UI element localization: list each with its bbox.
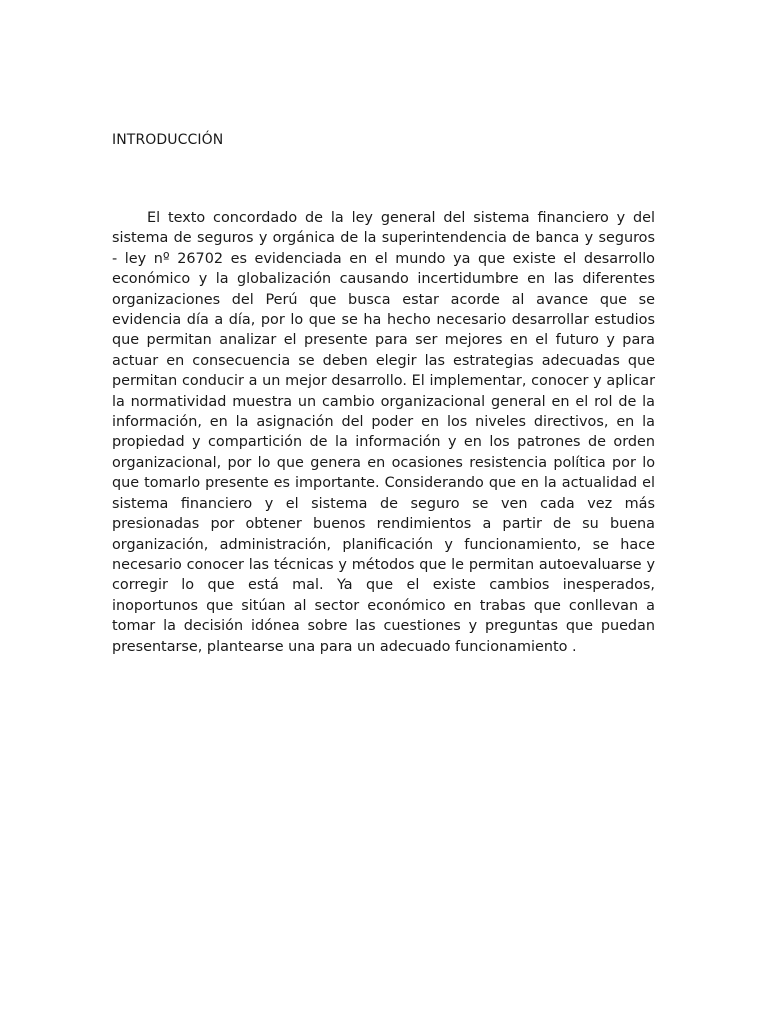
document-body-paragraph: El texto concordado de la ley general del sistema financiero y del sistema de seguros y orgánica de la superintendencia de banca y seguros - ley nº 26702 es evidenciada en el mundo ya que existe el desarrollo económico y la globalización causando incertidumbre en las diferentes organizaciones del Perú que busca estar acorde al avance que se evidencia día a día, por lo que se ha hecho necesario desarrollar estudios que permitan analizar el presente para ser mejores en el futuro y para actuar en consecuencia se deben elegir las estrategias adecuadas que permitan conducir a un mejor desarrollo. El implementar, conocer y aplicar la normatividad muestra un cambio organizacional general en el rol de la información, en la asignación del poder en los niveles directivos, en la propiedad y compartición de la información y en los patrones de orden organizacional, por lo que genera en ocasiones resistencia política por lo que tomarlo presente es importante. Considerando que en la actualidad el sistema financiero y el sistema de seguro se ven cada vez más presionadas por obtener buenos rendimientos a partir de su buena organización, administración, planificación y funcionamiento, se hace necesario conocer las técnicas y métodos que le permitan autoevaluarse y corregir lo que está mal. Ya que el existe cambios inesperados, inoportunos que sitúan al sector económico en trabas que conllevan a tomar la decisión idónea sobre las cuestiones y preguntas que puedan presentarse, plantearse una para un adecuado funcionamiento . bbox=[112, 210, 655, 655]
document-title: INTRODUCCIÓN bbox=[112, 132, 224, 148]
